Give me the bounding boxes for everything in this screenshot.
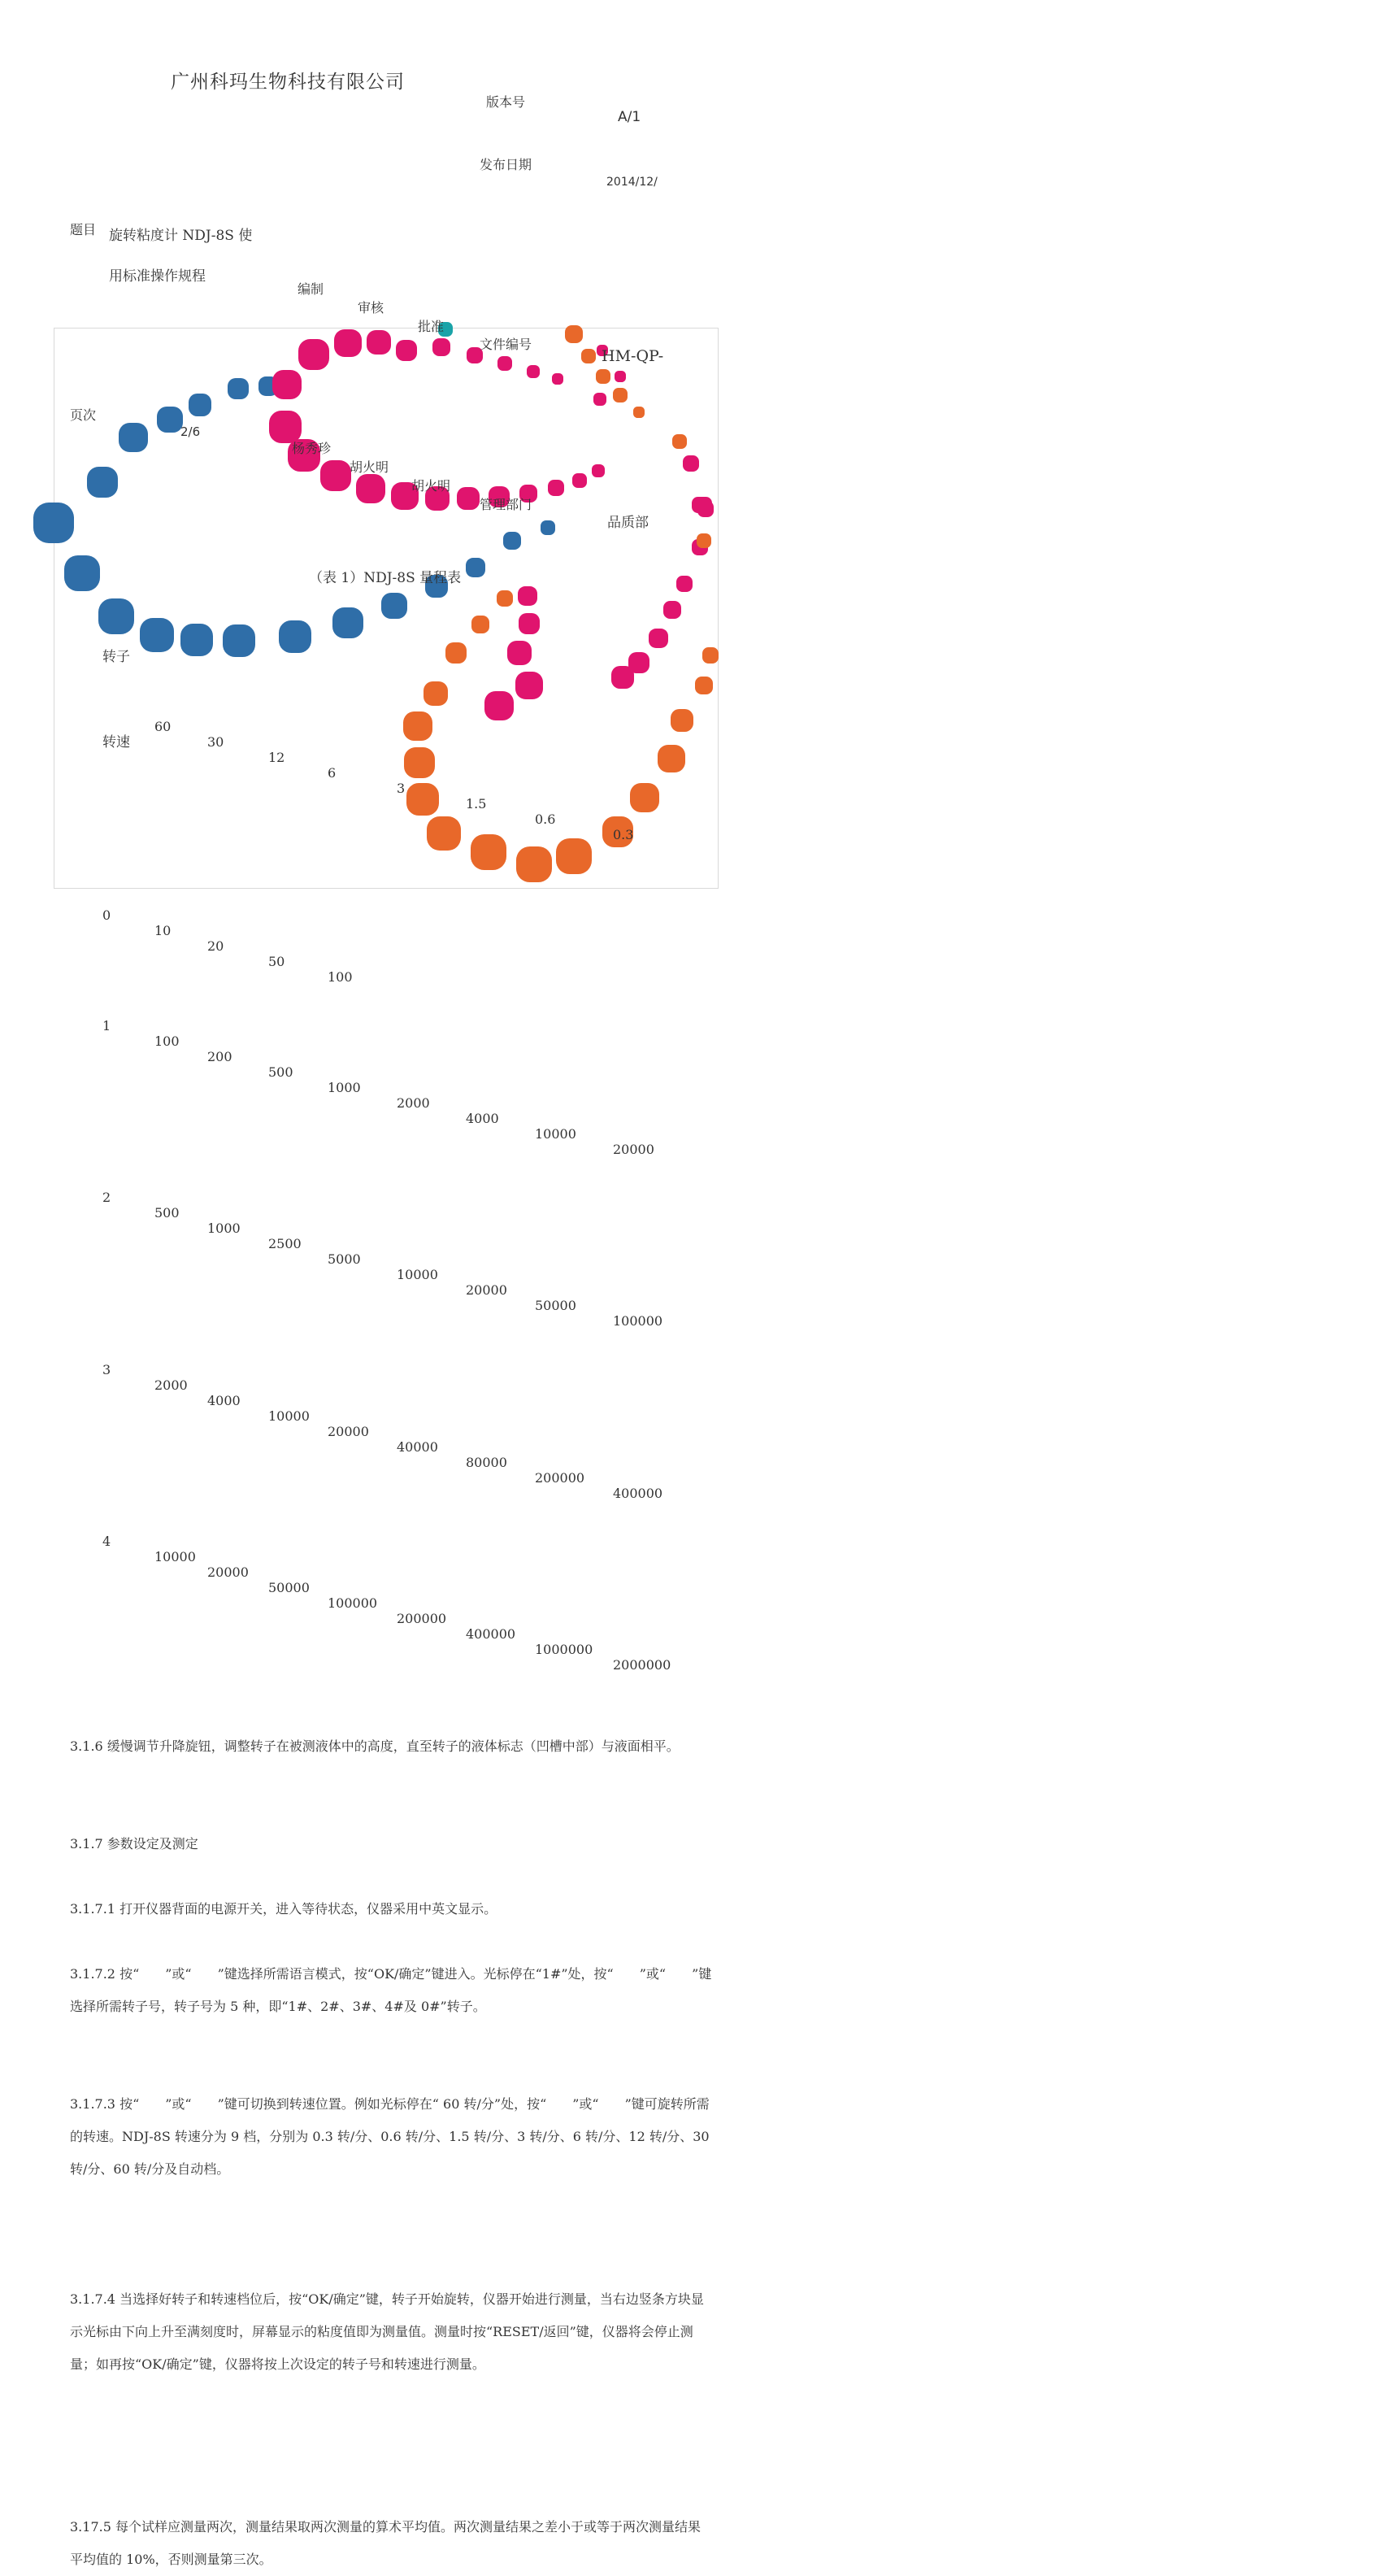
table-cell: 50	[268, 954, 285, 969]
editor-name: 杨秀珍	[292, 441, 332, 456]
watermark-dot	[518, 586, 537, 606]
table-cell: 2000000	[613, 1657, 671, 1673]
para-3-1-7-2: 3.1.7.2 按“ ”或“ ”键选择所需语言模式，按“OK/确定”键进入。光标停在“1#”处，按“ ”或“ ”键选择所需转子号，转子号为 5 种，即“1#、2#、3#、4#及 0#”转子。	[70, 1966, 712, 2014]
watermark-dot	[298, 339, 329, 370]
editor-label: 编制	[298, 281, 324, 297]
table-cell: 100000	[613, 1313, 663, 1329]
watermark-dot	[98, 598, 134, 634]
watermark-dot	[64, 555, 100, 591]
watermark-dot	[695, 677, 713, 694]
watermark-dot	[367, 330, 391, 355]
watermark-dot	[427, 816, 461, 851]
page-label: 页次	[70, 407, 97, 423]
watermark-dot	[593, 393, 606, 406]
table-cell: 200000	[397, 1611, 447, 1626]
table-cell: 500	[268, 1064, 293, 1080]
table-cell: 20000	[207, 1564, 249, 1580]
watermark-dot	[334, 329, 362, 357]
watermark-dot	[663, 601, 681, 619]
reviewer-name: 胡火明	[350, 459, 389, 475]
para-3-1-7-3: 3.1.7.3 按“ ”或“ ”键可切换到转速位置。例如光标停在“ 60 转/分”处，按“ ”或“ ”键可旋转所需的转速。NDJ-8S 转速分为 9 档，分别为 0.3 转/分、0.6 转/分、1.5 转/分、3 转/分、6 转/分、12 转/分、30 转/分、60 转/分及自动档。	[70, 2096, 710, 2177]
table-cell: 2000	[154, 1377, 188, 1393]
table-row-rotor-number: 0	[102, 907, 111, 923]
table-cell: 20	[207, 938, 224, 954]
table-row-rotor-number: 1	[102, 1018, 111, 1033]
release-date-label: 发布日期	[480, 157, 532, 172]
watermark-dot	[697, 533, 711, 548]
version-value: A/1	[618, 109, 641, 125]
speed-label: 转速	[102, 734, 130, 751]
watermark-dot	[119, 423, 148, 452]
para-3-1-7-4: 3.1.7.4 当选择好转子和转速档位后，按“OK/确定”键，转子开始旋转，仪器开始进行测量，当右边竖条方块显示光标由下向上升至满刻度时，屏幕显示的粘度值即为测量值。测量时按“RESET/返回”键，仪器将会停止测量；如再按“OK/确定”键，仪器将按上次设定的转子号和转速进行测量。	[70, 2291, 704, 2372]
table-cell: 40000	[397, 1439, 438, 1455]
watermark-dot	[471, 834, 506, 870]
watermark-dot	[527, 365, 540, 378]
table-cell: 100	[328, 969, 353, 985]
dept-value: 品质部	[607, 515, 649, 531]
table-cell: 20000	[466, 1282, 507, 1298]
table-cell: 1000	[207, 1221, 241, 1236]
doc-title-line1: 旋转粘度计 NDJ-8S 使	[109, 228, 253, 244]
watermark-dot	[272, 370, 302, 399]
speed-header-cell: 12	[268, 750, 285, 765]
reviewer-label: 审核	[358, 300, 384, 315]
table-cell: 400000	[466, 1626, 516, 1642]
para-3-1-7: 3.1.7 参数设定及测定	[70, 1836, 198, 1852]
watermark-dot	[596, 369, 610, 384]
speed-header-cell: 60	[154, 719, 172, 734]
watermark-dot	[519, 613, 540, 634]
table-row-rotor-number: 2	[102, 1190, 111, 1205]
release-date-value: 2014/12/	[606, 176, 658, 189]
watermark-dot	[556, 838, 592, 874]
table-cell: 4000	[466, 1111, 499, 1126]
company-name: 广州科玛生物科技有限公司	[171, 72, 405, 93]
approver-name: 胡火明	[411, 478, 451, 494]
watermark-dot	[484, 691, 514, 720]
watermark-dot	[615, 371, 626, 382]
rotor-label: 转子	[102, 649, 130, 665]
table-cell: 500	[154, 1205, 180, 1221]
watermark-dot	[515, 672, 543, 699]
watermark-dot	[516, 846, 552, 882]
watermark-dot	[228, 378, 249, 399]
dept-label: 管理部门	[480, 497, 532, 512]
table-cell: 200000	[535, 1470, 585, 1486]
table-caption: （表 1）NDJ-8S 量程表	[309, 570, 462, 586]
watermark-dot	[552, 373, 563, 385]
table-cell: 200	[207, 1049, 232, 1064]
watermark-dot	[497, 356, 512, 371]
table-cell: 2000	[397, 1095, 430, 1111]
table-cell: 10000	[154, 1549, 196, 1564]
watermark-dot	[471, 616, 489, 633]
watermark-dot	[396, 340, 417, 361]
table-row-rotor-number: 3	[102, 1362, 111, 1377]
speed-header-cell: 3	[397, 781, 406, 796]
table-cell: 100000	[328, 1595, 378, 1611]
table-cell: 10000	[397, 1267, 438, 1282]
para-3-17-5: 3.17.5 每个试样应测量两次，测量结果取两次测量的算术平均值。两次测量结果之差小于或等于两次测量结果平均值的 10%，否则测量第三次。	[70, 2519, 701, 2567]
page-number: 2/6	[180, 424, 201, 439]
table-cell: 4000	[207, 1393, 241, 1408]
table-cell: 10	[154, 923, 172, 938]
speed-header-cell: 30	[207, 734, 224, 750]
table-cell: 5000	[328, 1251, 361, 1267]
watermark-dot	[33, 503, 74, 543]
speed-header-cell: 1.5	[466, 796, 487, 812]
watermark-dot	[432, 338, 450, 356]
watermark-dot	[356, 474, 385, 503]
doc-number-label: 文件编号	[480, 337, 532, 352]
table-cell: 50000	[535, 1298, 576, 1313]
table-cell: 10000	[268, 1408, 310, 1424]
doc-number-value: HM-QP-	[602, 347, 664, 365]
table-cell: 20000	[328, 1424, 369, 1439]
watermark-dot	[424, 681, 448, 706]
para-3-1-6: 3.1.6 缓慢调节升降旋钮，调整转子在被测液体中的高度，直至转子的液体标志（凹槽中部）与液面相平。	[70, 1738, 680, 1754]
watermark-dot	[381, 593, 407, 619]
table-cell: 20000	[613, 1142, 654, 1157]
table-cell: 400000	[613, 1486, 663, 1501]
watermark-dot	[613, 388, 628, 402]
para-3-1-7-1: 3.1.7.1 打开仪器背面的电源开关，进入等待状态，仪器采用中英文显示。	[70, 1901, 497, 1917]
watermark-dot	[332, 607, 363, 638]
version-label: 版本号	[486, 94, 526, 110]
table-row-rotor-number: 4	[102, 1534, 111, 1549]
table-cell: 1000	[328, 1080, 361, 1095]
speed-header-cell: 0.3	[613, 827, 634, 842]
watermark-dot	[320, 460, 351, 491]
table-cell: 1000000	[535, 1642, 593, 1657]
watermark-dot	[503, 532, 521, 550]
doc-title-line2: 用标准操作规程	[109, 268, 206, 285]
speed-header-cell: 6	[328, 765, 337, 781]
speed-header-cell: 0.6	[535, 812, 556, 827]
watermark-dot	[497, 590, 513, 607]
title-label: 题目	[70, 222, 97, 237]
table-cell: 2500	[268, 1236, 302, 1251]
table-cell: 80000	[466, 1455, 507, 1470]
watermark-dot	[541, 520, 555, 535]
table-cell: 100	[154, 1033, 180, 1049]
watermark-dot	[87, 467, 118, 498]
approver-label: 批准	[418, 319, 445, 334]
table-cell: 10000	[535, 1126, 576, 1142]
watermark-dot	[611, 666, 634, 689]
table-cell: 50000	[268, 1580, 310, 1595]
